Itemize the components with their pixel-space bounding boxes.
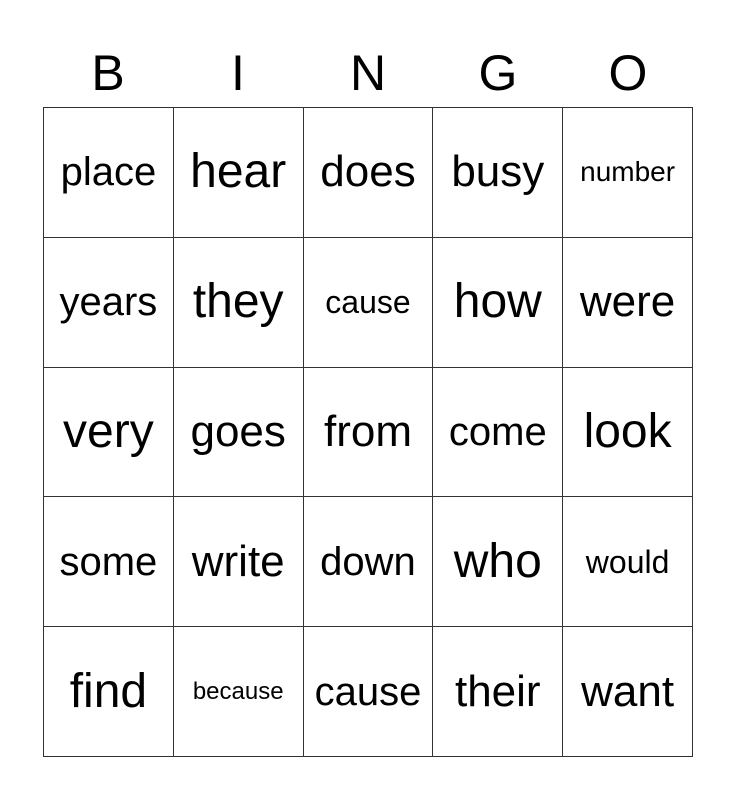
bingo-cell-r2-c3[interactable] bbox=[304, 238, 434, 368]
cell-word: come bbox=[448, 409, 547, 454]
cell-word: because bbox=[192, 677, 284, 705]
cell-word: goes bbox=[190, 406, 286, 456]
cell-word: place bbox=[60, 150, 157, 195]
cell-word: they bbox=[192, 275, 284, 329]
bingo-cell-r3-c1[interactable] bbox=[44, 368, 174, 498]
bingo-cell-r2-c1[interactable] bbox=[44, 238, 174, 368]
cell-word: down bbox=[320, 539, 416, 584]
bingo-cell-r2-c5[interactable] bbox=[563, 238, 693, 368]
bingo-cell-r1-c1[interactable] bbox=[44, 108, 174, 238]
bingo-cell-r5-c4[interactable] bbox=[433, 627, 563, 757]
cell-word: years bbox=[59, 280, 158, 325]
bingo-cell-r2-c2[interactable] bbox=[174, 238, 304, 368]
cell-word: very bbox=[63, 404, 154, 458]
cell-word: who bbox=[453, 534, 542, 588]
header-letter-i: I bbox=[231, 45, 245, 101]
header-letter-b: B bbox=[91, 45, 125, 101]
cell-word: from bbox=[323, 406, 412, 456]
cell-word: number bbox=[580, 156, 676, 188]
bingo-cell-r5-c5[interactable] bbox=[563, 627, 693, 757]
bingo-board bbox=[43, 107, 693, 757]
bingo-cell-r4-c2[interactable] bbox=[174, 497, 304, 627]
bingo-cell-r3-c4[interactable] bbox=[433, 368, 563, 498]
cell-word: their bbox=[454, 666, 541, 716]
cell-word: cause bbox=[325, 284, 411, 321]
cell-word: find bbox=[69, 664, 148, 718]
cell-word: look bbox=[583, 404, 672, 458]
bingo-cell-r3-c3[interactable] bbox=[304, 368, 434, 498]
bingo-header bbox=[43, 38, 693, 108]
bingo-cell-r4-c3[interactable] bbox=[304, 497, 434, 627]
bingo-cell-r5-c3[interactable] bbox=[304, 627, 434, 757]
cell-word: some bbox=[59, 539, 158, 584]
bingo-cell-r4-c4[interactable] bbox=[433, 497, 563, 627]
bingo-cell-r1-c3[interactable] bbox=[304, 108, 434, 238]
bingo-cell-r1-c4[interactable] bbox=[433, 108, 563, 238]
bingo-cell-r3-c2[interactable] bbox=[174, 368, 304, 498]
cell-word: hear bbox=[190, 145, 287, 199]
bingo-cell-r4-c1[interactable] bbox=[44, 497, 174, 627]
cell-word: how bbox=[453, 275, 542, 329]
cell-word: cause bbox=[314, 669, 422, 714]
cell-word: write bbox=[191, 536, 285, 586]
bingo-cell-r1-c2[interactable] bbox=[174, 108, 304, 238]
header-letter-g: G bbox=[478, 45, 518, 101]
cell-word: busy bbox=[451, 147, 545, 197]
header-letter-o: O bbox=[608, 45, 648, 101]
bingo-cell-r3-c5[interactable] bbox=[563, 368, 693, 498]
bingo-cell-r4-c5[interactable] bbox=[563, 497, 693, 627]
bingo-cell-r2-c4[interactable] bbox=[433, 238, 563, 368]
header-letter-n: N bbox=[349, 45, 387, 101]
cell-word: want bbox=[581, 666, 675, 716]
bingo-cell-r5-c1[interactable] bbox=[44, 627, 174, 757]
cell-word: does bbox=[320, 147, 416, 197]
bingo-cell-r1-c5[interactable] bbox=[563, 108, 693, 238]
cell-word: would bbox=[585, 543, 670, 580]
cell-word: were bbox=[579, 277, 676, 327]
bingo-cell-r5-c2[interactable] bbox=[174, 627, 304, 757]
